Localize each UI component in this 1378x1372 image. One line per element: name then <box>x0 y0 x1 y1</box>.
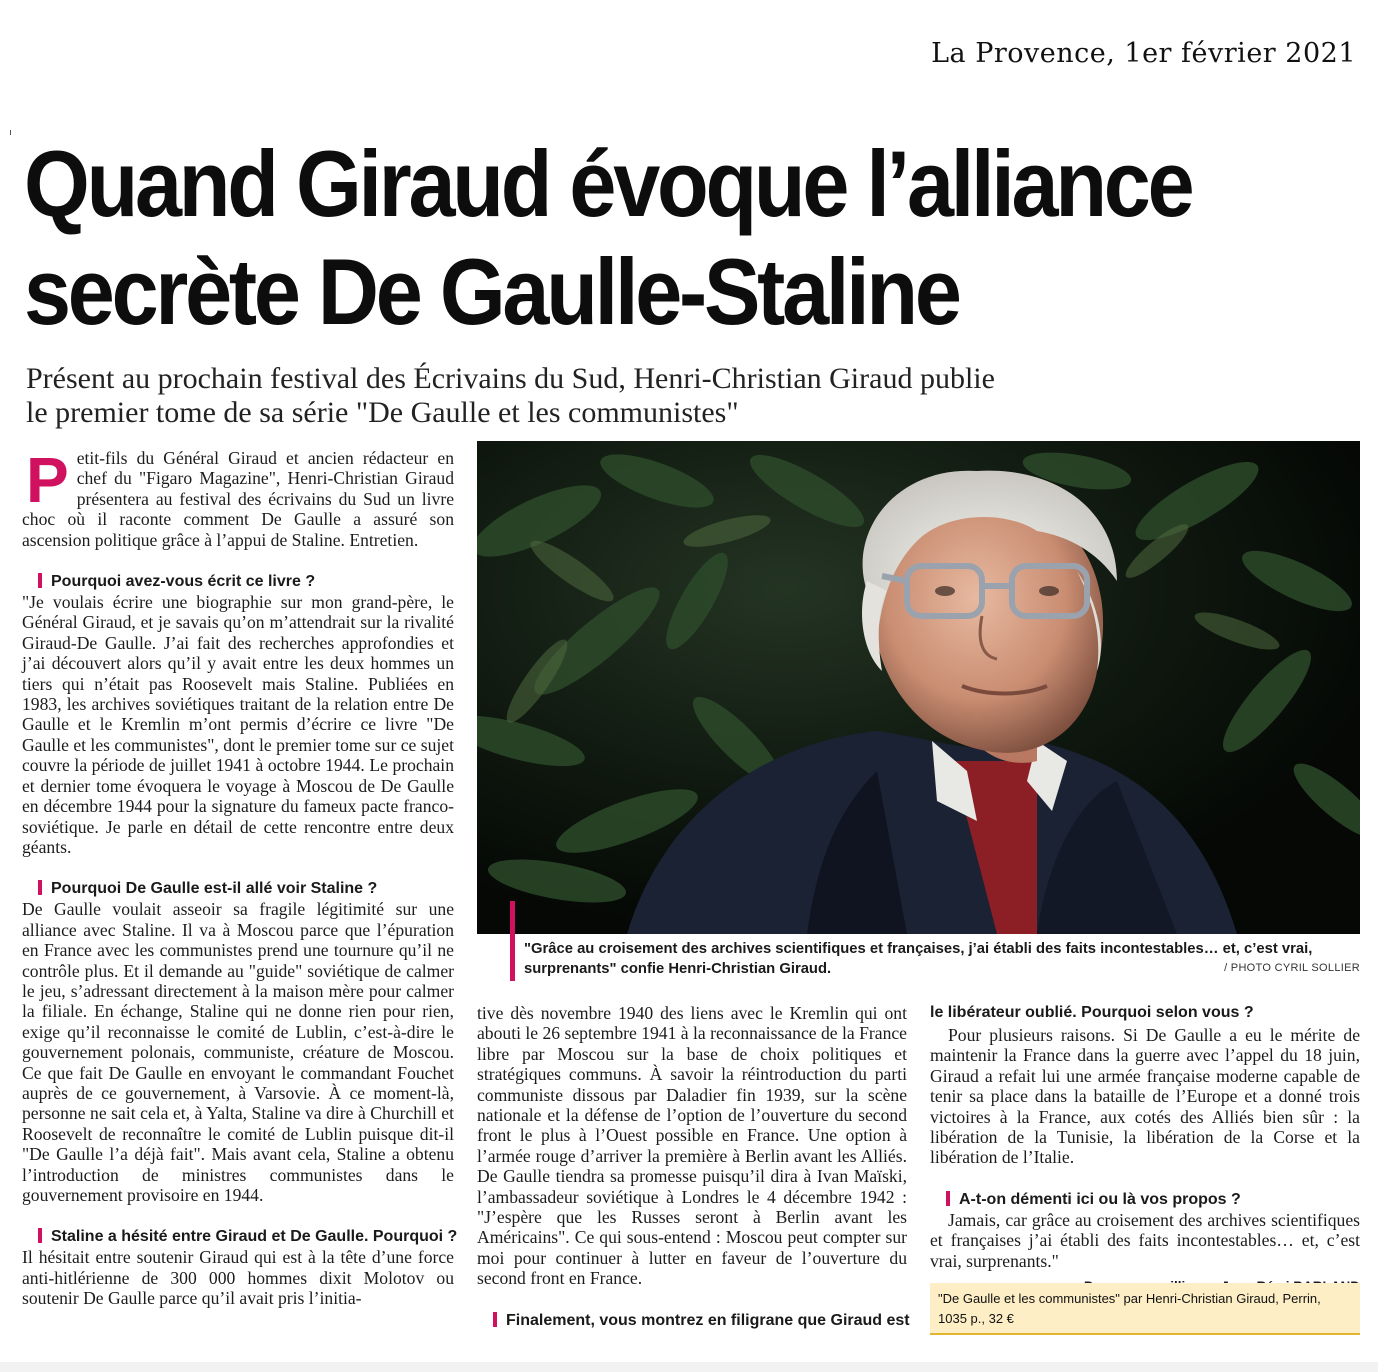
source-date: La Provence, 1er février 2021 <box>931 38 1356 69</box>
question-text: Staline a hésité entre Giraud et De Gaulle. Pourquoi ? <box>51 1228 458 1246</box>
question-heading <box>22 572 454 592</box>
page-bottom-strip <box>0 1362 1378 1372</box>
article-column-1 <box>22 444 458 1309</box>
question-heading <box>930 1003 1360 1023</box>
book-info-line: "De Gaulle et les communistes" par Henri-Christian Giraud, Perrin, <box>938 1291 1321 1306</box>
headline-line: secrète De Gaulle-Staline <box>24 239 959 344</box>
book-info-line: 1035 p., 32 € <box>938 1311 1014 1326</box>
question-heading <box>22 879 454 899</box>
accent-bar <box>493 1312 497 1327</box>
portrait-photo <box>477 441 1360 934</box>
question-text: Finalement, vous montrez en filigrane que Giraud est <box>506 1311 910 1329</box>
subheadline-line: le premier tome de sa série "De Gaulle et les communistes" <box>26 396 739 429</box>
accent-bar <box>38 1228 42 1243</box>
answer-paragraph: Il hésitait entre soutenir Giraud qui est à la tête d’une force anti-hitlérienne de 300 000 hommes dixit Molotov ou soutenir De Gaulle parce qu’il avait pris l’initia- <box>22 1247 454 1309</box>
drop-cap: P <box>26 444 69 516</box>
accent-bar <box>38 880 42 895</box>
subheadline <box>26 362 1366 430</box>
question-text: Pourquoi avez-vous écrit ce livre ? <box>51 573 316 591</box>
article-column-2 <box>477 1003 910 1331</box>
accent-bar <box>946 1191 950 1206</box>
subheadline-line: Présent au prochain festival des Écrivains du Sud, Henri-Christian Giraud publie <box>26 362 995 395</box>
question-heading <box>930 1190 1360 1210</box>
article-column-3 <box>930 1003 1360 1297</box>
answer-paragraph: Jamais, car grâce au croisement des archives scientifiques et françaises j’ai établi des faits incontestables… et, c’est vrai, surprenants." <box>930 1209 1360 1271</box>
caption-accent-bar <box>510 901 515 981</box>
question-text: Pourquoi De Gaulle est-il allé voir Staline ? <box>51 880 378 898</box>
margin-mark <box>10 130 11 135</box>
intro-text: etit-fils du Général Giraud et ancien rédacteur en chef du "Figaro Magazine", Henri-Christian Giraud présentera au festival des écrivains du Sud un livre choc où il raconte comment De Gaulle a assuré son ascension politique grâce à l’appui de Staline. Entretien. <box>22 448 454 550</box>
question-text: le libérateur oublié. Pourquoi selon vous ? <box>930 1004 1254 1021</box>
headline-line: Quand Giraud évoque l’alliance <box>24 131 1192 236</box>
answer-paragraph: "Je voulais écrire une biographie sur mon grand-père, le Général Giraud, et je savais qu’on m’attendrait sur la rivalité Giraud-De Gaulle. J’ai fait des recherches approfondies et j’ai découvert alors qu’il y avait entre les deux hommes un tiers qui n’était pas Roosevelt mais Staline. Publiées en 1983, les archives soviétiques traitant de la relation entre De Gaulle et le Kremlin m’ont permis d’écrire ce livre "De Gaulle et les communistes", dont le premier tome sur ce sujet couvre la période de juillet 1941 à octobre 1944. Le prochain et dernier tome évoquera le voyage à Moscou de De Gaulle en décembre 1944 pour la signature du fameux pacte franco-soviétique. Je parle en détail de cette rencontre entre deux géants. <box>22 592 454 857</box>
caption-line: "Grâce au croisement des archives scientifiques et françaises, j’ai établi des faits incontestables… et, c’est vrai, <box>524 941 1313 957</box>
question-text: A-t-on démenti ici ou là vos propos ? <box>959 1190 1241 1208</box>
answer-paragraph: tive dès novembre 1940 des liens avec le Kremlin qui ont abouti le 26 septembre 1941 à la reconnaissance de la France libre par Moscou sur la base de choix politiques et stratégiques communs. À savoir la réintroduction du parti communiste dissous par Daladier fin 1939, sur la scène nationale et la défense de l’option de l’ouverture du second front le plus à l’Ouest possible en France. Une option à l’armée rouge d’arriver la première à Berlin avant les Alliés. De Gaulle tiendra sa promesse puisqu’il dira à Ivan Maïski, l’ambassadeur soviétique à Londres le 4 décembre 1942 : "J’espère que les Russes seront à Berlin avant les Américains". Ce qui sous-entend : Moscou peut compter sur moi pour continuer à lutter en faveur de l’ouverture du second front en France. <box>477 1003 907 1289</box>
question-heading <box>22 1227 458 1247</box>
answer-paragraph: Pour plusieurs raisons. Si De Gaulle a eu le mérite de maintenir la France dans la guerre avec l’appel du 18 juin, Giraud a refait lui une armée française moderne capable de tenir sa place dans la bataille de l’Europe et a donné trois victoires à la France, aux cotés des Alliés bien sûr : la libération de la Tunisie, la libération de la Corse et la libération de l’Italie. <box>930 1025 1360 1168</box>
headline <box>24 130 1230 346</box>
caption-line: surprenants" confie Henri-Christian Giraud. <box>524 961 832 977</box>
answer-paragraph: De Gaulle voulait asseoir sa fragile légitimité sur une alliance avec Staline. Il va à Moscou parce que l’épuration en France avec les communistes prend une tournure qu’il ne contrôle plus. Et il demande au "guide" soviétique de calmer le jeu, s’adressant directement à la maison mère pour calmer la filiale. En échange, Staline qui ne donne rien pour rien, exige qu’il reconnaisse le comité de Lublin, c’est-à-dire le gouvernement polonais, communiste, créature de Moscou. Ce que fait De Gaulle en envoyant le commandant Fouchet auprès de ce gouvernement, à Varsovie. À ce moment-là, personne ne sait cela et, à Yalta, Staline va dire à Churchill et Roosevelt de reconnaître le comité de Lublin puisque dit-il "De Gaulle l’a déjà fait". Mais avant cela, Staline a obtenu l’introduction de ministres communistes dans le gouvernement provisoire en 1944. <box>22 899 454 1205</box>
photo-credit: / PHOTO CYRIL SOLLIER <box>1224 962 1360 974</box>
accent-bar <box>38 573 42 588</box>
question-heading <box>477 1311 910 1331</box>
book-info-box <box>930 1283 1360 1335</box>
intro-paragraph <box>22 444 454 550</box>
